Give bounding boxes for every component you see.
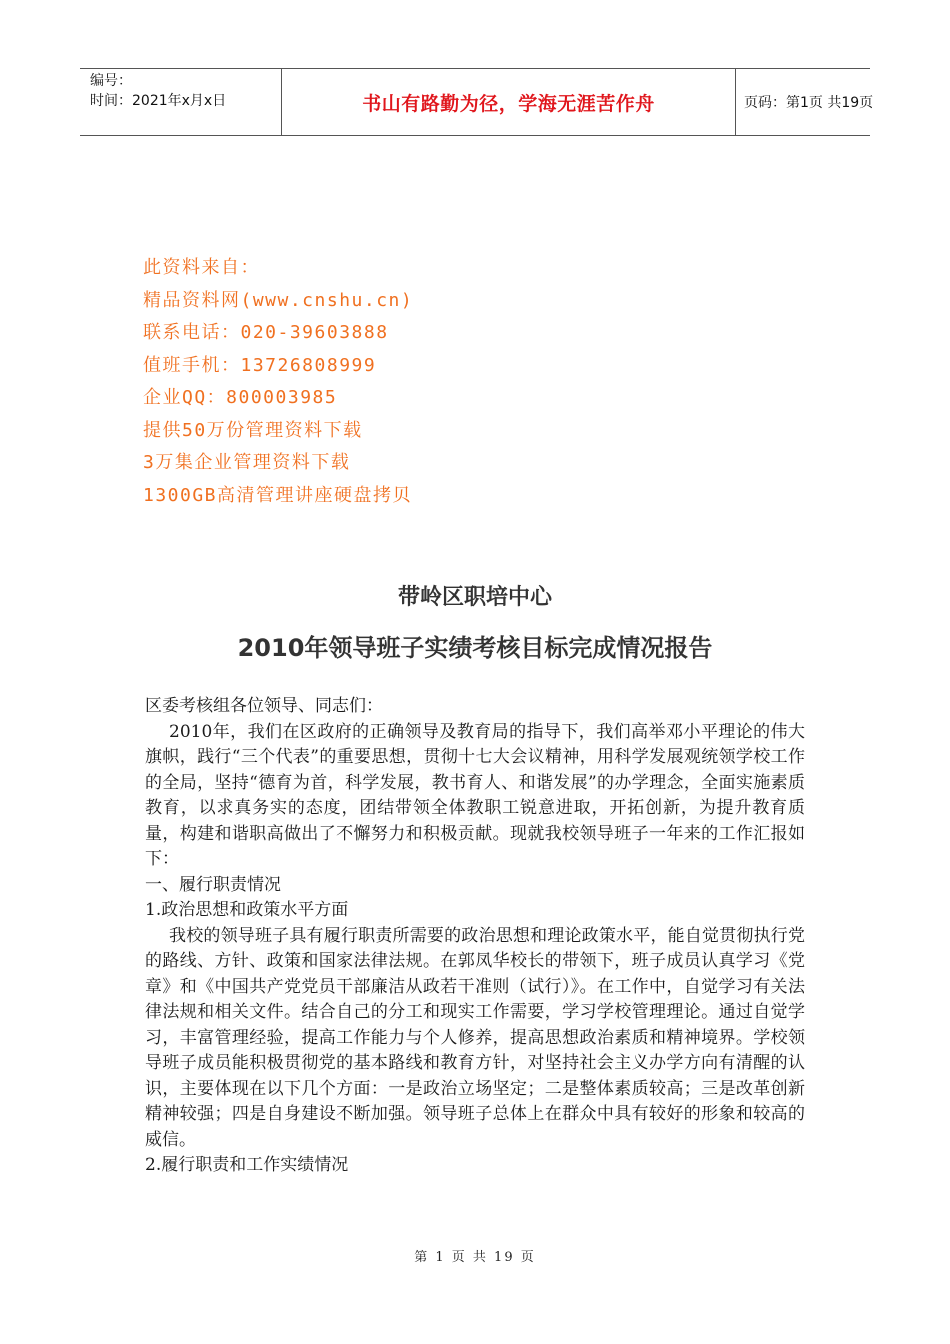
- paragraph: 我校的领导班子具有履行职责所需要的政治思想和理论政策水平，能自觉贯彻执行党的路线、方针、政策和国家法律法规。在郭凤华校长的带领下，班子成员认真学习《党章》和《中国共产党党员干部廉洁从政若干准则（试行）》。在工作中，自觉学习有关法律法规和相关文件。结合自己的分工和现实工作需要，学习学校管理理论。通过自觉学习，丰富管理经验，提高工作能力与个人修养，提高思想政治素质和精神境界。学校领导班子成员能积极贯彻党的基本路线和教育方针，对坚持社会主义办学方向有清醒的认识，主要体现在以下几个方面：一是政治立场坚定；二是整体素质较高；三是改革创新精神较强；四是自身建设不断加强。领导班子总体上在群众中具有较好的形象和较高的威信。: [145, 925, 805, 1150]
- ad-line: 联系电话：020-39603888: [143, 322, 389, 343]
- ad-line: 企业QQ：800003985: [143, 387, 338, 408]
- report-body: [145, 694, 805, 1179]
- ad-line: 此资料来自：: [143, 257, 260, 278]
- number-label: 编号：: [90, 73, 132, 89]
- ad-block: [143, 252, 413, 512]
- report-title: 2010年领导班子实绩考核目标完成情况报告: [237, 634, 713, 662]
- header-page-info: 页码：第1页 共19页: [744, 95, 874, 111]
- org-title: 带岭区职培中心: [397, 585, 552, 610]
- page-footer: 第 1 页 共 19 页: [414, 1250, 536, 1265]
- ad-line: 值班手机：13726808999: [143, 354, 377, 376]
- time-label: 时间：2021年x月x日: [90, 93, 227, 109]
- ad-line: 1300GB高清管理讲座硬盘拷贝: [143, 484, 413, 506]
- ad-line: 精品资料网(www.cnshu.cn): [143, 289, 414, 311]
- subsection-heading: 2.履行职责和工作实绩情况: [145, 1155, 349, 1175]
- header-motto: 书山有路勤为径，学海无涯苦作舟: [281, 69, 736, 135]
- header-meta: [80, 69, 281, 135]
- document-header: [80, 68, 874, 136]
- salutation: 区委考核组各位领导、同志们：: [145, 696, 383, 716]
- ad-line: 3万集企业管理资料下载: [143, 452, 351, 473]
- ad-line: 提供50万份管理资料下载: [143, 419, 363, 441]
- subsection-heading: 1.政治思想和政策水平方面: [145, 900, 349, 920]
- paragraph: 2010年，我们在区政府的正确领导及教育局的指导下，我们高举邓小平理论的伟大旗帜，践行“三个代表”的重要思想，贯彻十七大会议精神，用科学发展观统领学校工作的全局，坚持“德育为首，科学发展，教书育人、和谐发展”的办学理念，全面实施素质教育，以求真务实的态度，团结带领全体教职工锐意进取，开拓创新，为提升教育质量，构建和谐职高做出了不懈努力和积极贡献。现就我校领导班子一年来的工作汇报如下：: [145, 721, 805, 869]
- section-heading: 一、履行职责情况: [145, 874, 281, 895]
